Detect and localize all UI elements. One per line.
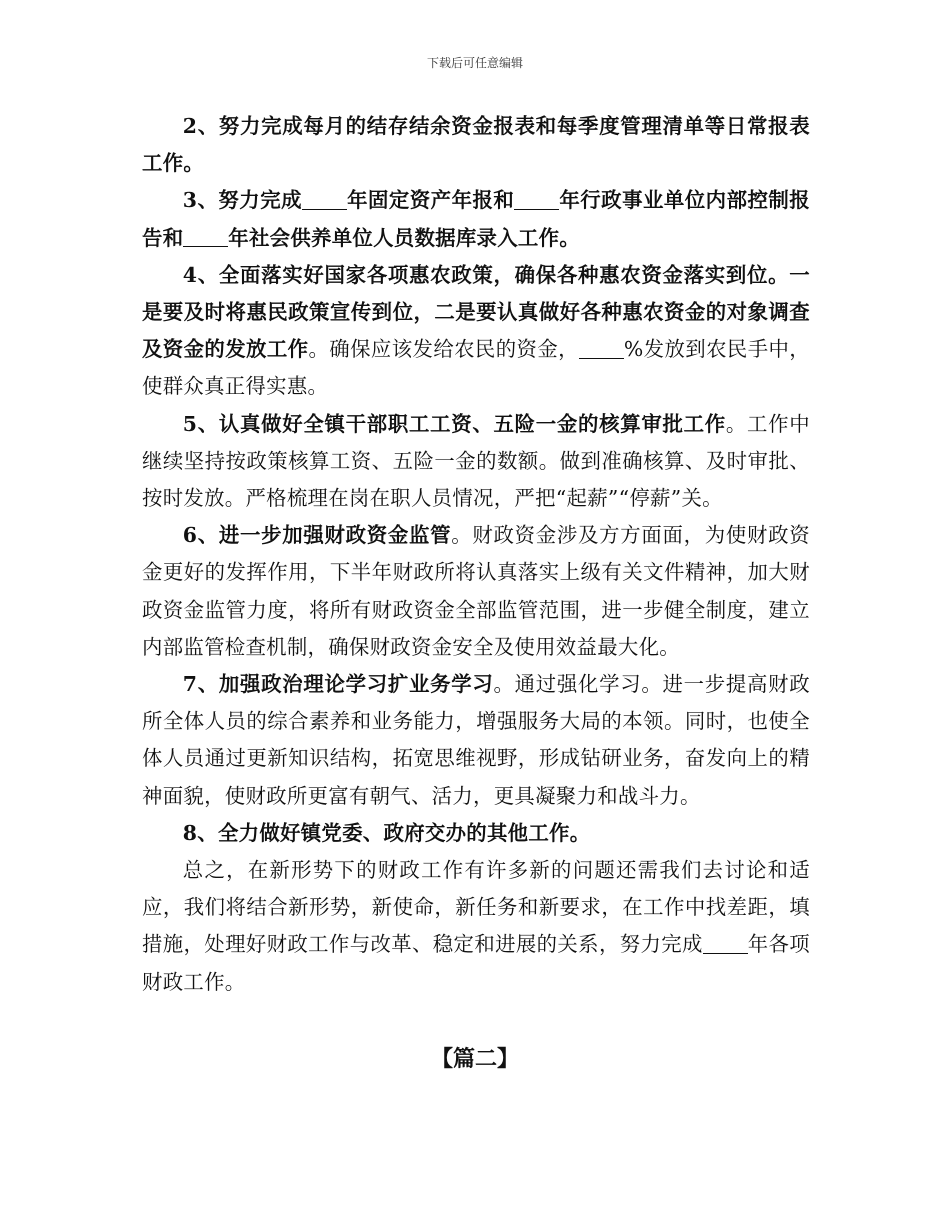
fill-blank xyxy=(579,336,624,358)
summary-body-a: 总之，在新形势下的财政工作有许多新的问题还需我们去讨论和适应，我们将结合新形势，新使命，新任务和新要求，在工作中找差距，填措施，处理好财政工作与改革、稳定和进展的关系，努力完成 xyxy=(142,858,810,957)
item-3-heading-c: 年行政事业单位内部控制报告和 xyxy=(142,188,810,250)
page-header: 下载后可任意编辑 xyxy=(426,56,523,70)
fill-blank xyxy=(514,187,559,209)
item-5-heading: 5、认真做好全镇干部职工工资、五险一金的核算审批工作 xyxy=(182,411,726,436)
item-4-body-a: 。确保应该发给农民的资金， xyxy=(308,337,579,362)
fill-blank xyxy=(183,225,228,247)
fill-blank xyxy=(302,187,347,209)
item-7-body: 。通过强化学习。进一步提高财政所全体人员的综合素养和业务能力，增强服务大局的本领。同时，也使全体人员通过更新知识结构，拓宽思维视野，形成钻研业务，奋发向上的精神面貌，使财政所更富有朝气、活力，更具凝聚力和战斗力。 xyxy=(142,672,810,808)
item-3-heading-b: 年固定资产年报和 xyxy=(346,188,515,213)
item-8-heading: 8、全力做好镇党委、政府交办的其他工作。 xyxy=(182,820,591,845)
item-2-heading: 2、努力完成每月的结存结余资金报表和每季度管理清单等日常报表工作。 xyxy=(142,114,810,176)
item-3-heading-d: 年社会供养单位人员数据库录入工作。 xyxy=(228,225,581,250)
item-4-body-b: %发放到农民手中，使群众真正得实惠。 xyxy=(142,337,810,399)
item-7-heading: 7、加强政治理论学习扩业务学习 xyxy=(182,672,494,697)
paragraph-item-3 xyxy=(142,182,810,256)
paragraph-item-5 xyxy=(142,406,810,518)
paragraph-item-6 xyxy=(142,517,810,666)
document-body xyxy=(142,108,810,1001)
item-3-heading-a: 3、努力完成 xyxy=(182,188,302,213)
paragraph-item-4 xyxy=(142,257,810,406)
fill-blank xyxy=(703,932,748,954)
paragraph-item-2 xyxy=(142,108,810,182)
summary-body-b: 年各项财政工作。 xyxy=(142,932,810,994)
paragraph-item-8 xyxy=(142,815,810,852)
item-5-body: 。工作中继续坚持按政策核算工资、五险一金的数额。做到准确核算、及时审批、按时发放。严格梳理在岗在职人员情况，严把“起薪”“停薪”关。 xyxy=(142,411,810,511)
item-6-heading: 6、进一步加强财政资金监管 xyxy=(182,523,452,548)
paragraph-item-7 xyxy=(142,666,810,815)
item-6-body: 。财政资金涉及方方面面，为使财政资金更好的发挥作用，下半年财政所将认真落实上级有关文件精神，加大财政资金监管力度，将所有财政资金全部监管范围，进一步健全制度，建立内部监管检查机制，确保财政资金安全及使用效益最大化。 xyxy=(142,523,810,659)
paragraph-summary xyxy=(142,852,810,1001)
item-4-heading: 4、全面落实好国家各项惠农政策，确保各种惠农资金落实到位。一是要及时将惠民政策宣传到位，二是要认真做好各种惠农资金的对象调查及资金的发放工作 xyxy=(142,262,810,362)
section-title: 【篇二】 xyxy=(430,1046,519,1072)
